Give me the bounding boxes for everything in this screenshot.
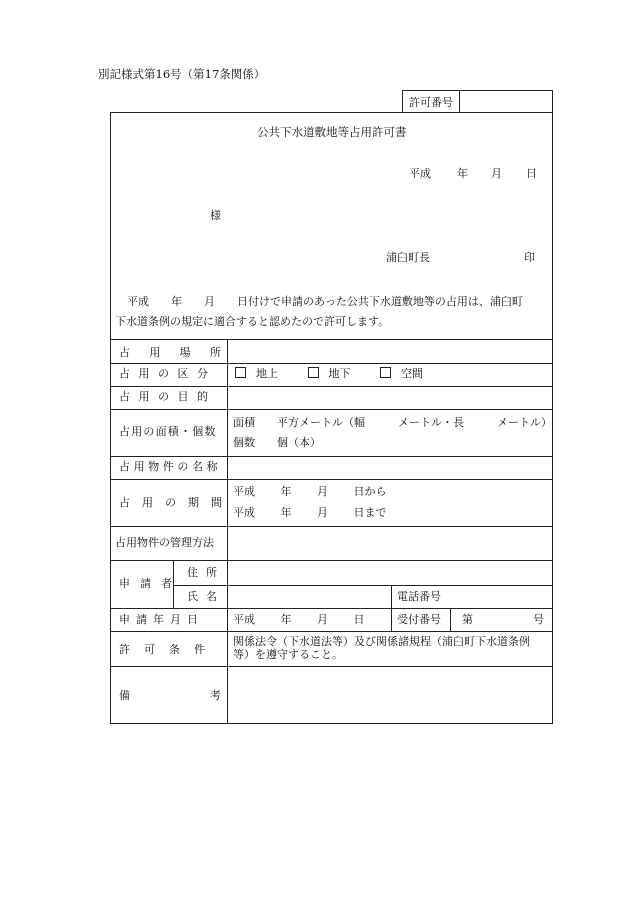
doc-title: 公共下水道敷地等占用許可書 <box>257 125 407 139</box>
issuer-name: 浦臼町長 <box>386 251 430 264</box>
checkbox-air[interactable] <box>380 367 391 378</box>
permit-number-field[interactable] <box>460 91 552 112</box>
permit-form <box>110 112 553 724</box>
label-location: 占 用 場 所 <box>119 346 221 359</box>
permit-number-box <box>402 90 553 112</box>
receipt-suffix: 号 <box>533 613 544 626</box>
phone-label: 電話番号 <box>397 590 441 603</box>
area-line2: 個数 個（本） <box>233 436 321 449</box>
addressee-suffix: 様 <box>210 209 221 222</box>
permit-number-label: 許可番号 <box>403 91 460 112</box>
seal-mark: 印 <box>524 251 535 264</box>
issue-date-month: 月 <box>491 167 502 180</box>
body-text-line2: 下水道条例の規定に適合すると認めたので許可します。 <box>115 315 390 328</box>
issue-date-era: 平成 <box>409 167 431 180</box>
issue-date-day: 日 <box>526 167 537 180</box>
label-remarks: 備 考 <box>119 689 221 702</box>
label-address: 住所 <box>187 566 225 579</box>
conditions-line1: 関係法令（下水道法等）及び関係諸規程（浦臼町下水道条例 <box>233 635 530 648</box>
label-category: 占用の区分 <box>119 367 217 380</box>
label-conditions: 許可条件 <box>119 643 219 656</box>
conditions-line2: 等）を遵守すること。 <box>233 648 343 661</box>
label-application-date: 申請年月日 <box>119 613 204 626</box>
period-end: 平成 年 月 日まで <box>233 506 387 519</box>
period-start: 平成 年 月 日から <box>233 485 387 498</box>
checkbox-underground[interactable] <box>308 367 319 378</box>
label-object-name: 占用物件の名称 <box>119 460 222 473</box>
label-period: 占用の期間 <box>119 496 234 509</box>
form-caption: 別記様式第16号（第17条関係） <box>98 67 266 81</box>
label-purpose: 占用の目的 <box>119 390 217 403</box>
receipt-prefix: 第 <box>462 613 473 626</box>
label-area: 占用の面積・個数 <box>119 425 217 438</box>
application-date-value: 平成 年 月 日 <box>233 613 365 626</box>
issue-date-year: 年 <box>457 167 468 180</box>
checkbox-ground[interactable] <box>235 367 246 378</box>
body-text-line1: 平成 年 月 日付けで申請のあった公共下水道敷地等の占用は、浦臼町 <box>127 295 523 308</box>
label-name: 氏名 <box>187 590 225 603</box>
label-applicant: 申請者 <box>119 577 182 590</box>
label-management: 占用物件の管理方法 <box>115 536 214 549</box>
receipt-label: 受付番号 <box>397 613 441 626</box>
area-line1: 面積 平方メートル（幅 メートル・長 メートル） <box>233 416 552 429</box>
category-options: 地上 地下 空間 <box>235 367 423 381</box>
